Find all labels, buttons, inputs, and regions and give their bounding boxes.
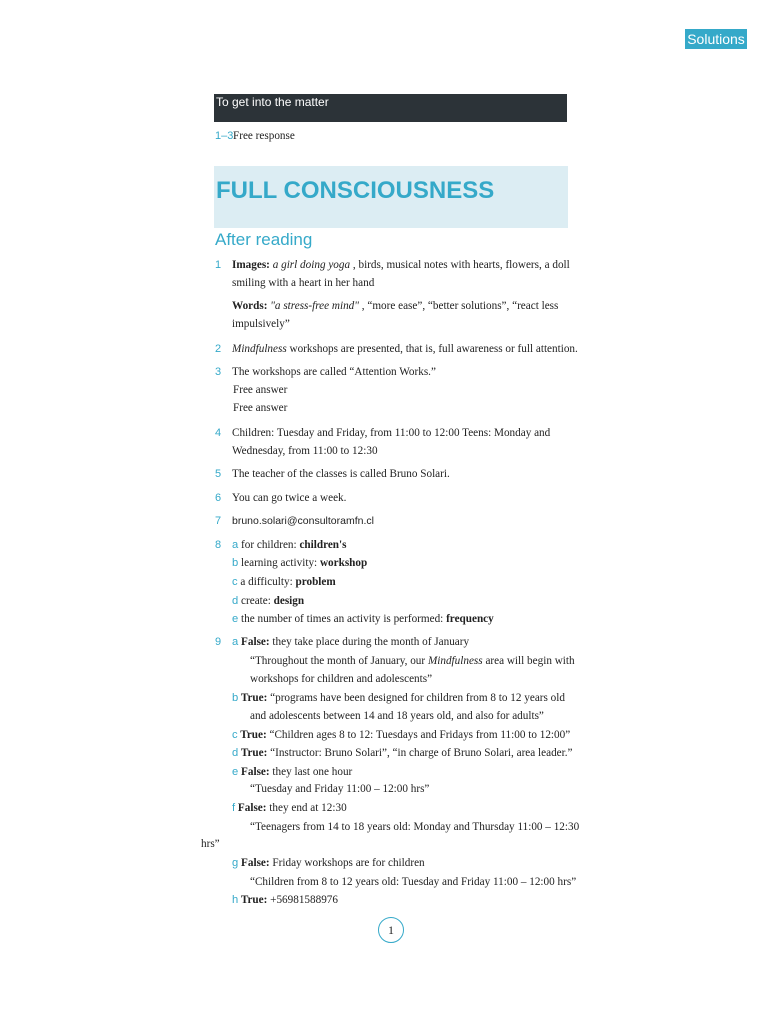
page-title: FULL CONSCIOUSNESS	[216, 177, 495, 204]
q4-line1: Children: Tuesday and Friday, from 11:00 to 12:00 Teens: Monday and	[232, 427, 551, 439]
q9-letter-f: f	[232, 802, 236, 814]
q3-number: 3	[215, 366, 222, 378]
q8-bold-e: frequency	[446, 613, 494, 625]
q9-bold-b: True:	[238, 692, 268, 704]
q9-text-e: they last one hour	[269, 766, 353, 778]
q9-a-quote1-post: area will begin with	[482, 655, 575, 667]
q8-letter-a: a	[232, 539, 239, 551]
q8-text-a: for children:	[238, 539, 300, 551]
q1-words-rest: , “more ease”, “better solutions”, “react less	[358, 300, 559, 312]
q9-letter-d: d	[232, 747, 239, 759]
q8-item-d	[232, 594, 304, 608]
q8-letter-b: b	[232, 557, 239, 569]
q5-number: 5	[215, 468, 222, 480]
q8-bold-b: workshop	[319, 557, 368, 569]
q1-images-line	[232, 258, 570, 272]
q9-g-quote: “Children from 8 to 12 years old: Tuesday and Friday 11:00 – 12:00 hrs”	[250, 876, 577, 888]
q8-text-c: a difficulty:	[237, 576, 296, 588]
q8-item-b	[232, 556, 367, 570]
q9-bold-c: True:	[237, 729, 267, 741]
q9-number: 9	[215, 636, 222, 648]
q9-e-quote: “Tuesday and Friday 11:00 – 12:00 hrs”	[250, 783, 430, 795]
q9-h	[232, 893, 338, 907]
q9-g	[232, 856, 425, 870]
q8-letter-d: d	[232, 595, 239, 607]
q9-a-quote1	[250, 654, 575, 668]
q3-line1: The workshops are called “Attention Works.”	[232, 366, 436, 378]
q9-b-quote2: and adolescents between 14 and 18 years old, and also for adults”	[250, 710, 544, 722]
section-bar: To get into the matter	[214, 94, 567, 122]
q9-text-h: +56981588976	[267, 894, 338, 906]
q9-f-quote: “Teenagers from 14 to 18 years old: Monday and Thursday 11:00 – 12:30	[250, 821, 580, 833]
q9-f-quote2: hrs”	[201, 838, 220, 850]
page-number: 1	[378, 917, 404, 943]
q6-number: 6	[215, 492, 222, 504]
q3-line3: Free answer	[233, 402, 288, 414]
q9-letter-e: e	[232, 766, 239, 778]
q9-text-g: Friday workshops are for children	[269, 857, 425, 869]
q1-images-italic: a girl doing yoga	[272, 259, 351, 271]
q3-line2: Free answer	[233, 384, 288, 396]
q9-c	[232, 728, 570, 742]
solutions-tag: Solutions	[685, 29, 747, 49]
q9-bold-a: False:	[238, 636, 270, 648]
q1-words-line	[232, 299, 558, 313]
q8-text-e: the number of times an activity is performed:	[238, 613, 447, 625]
q9-a-quote1-italic: Mindfulness	[427, 655, 483, 667]
q9-f	[232, 801, 347, 815]
q2-rest: workshops are presented, that is, full awareness or full attention.	[286, 343, 578, 355]
q8-bold-a: children's	[299, 539, 347, 551]
q8-letter-c: c	[232, 576, 238, 588]
q8-item-c	[232, 575, 336, 589]
q9-letter-b: b	[232, 692, 239, 704]
q8-text-d: create:	[238, 595, 274, 607]
q2-text	[232, 342, 578, 356]
q8-text-b: learning activity:	[238, 557, 320, 569]
q9-text-c: “Children ages 8 to 12: Tuesdays and Fridays from 11:00 to 12:00”	[266, 729, 571, 741]
q9-text-f: they end at 12:30	[266, 802, 347, 814]
q8-item-e	[232, 612, 494, 626]
q1-images-line2: smiling with a heart in her hand	[232, 277, 375, 289]
q9-text-b: “programs have been designed for children from 8 to 12 years old	[267, 692, 565, 704]
q1-words-label: Words:	[232, 300, 268, 312]
q9-bold-h: True:	[238, 894, 268, 906]
q9-b	[232, 691, 565, 705]
q9-e	[232, 765, 352, 779]
q9-a-quote2: workshops for children and adolescents”	[250, 673, 433, 685]
q9-letter-h: h	[232, 894, 239, 906]
q5-text: The teacher of the classes is called Bruno Solari.	[232, 468, 450, 480]
q9-d	[232, 746, 573, 760]
q7-email: bruno.solari@consultoramfn.cl	[232, 515, 374, 527]
q6-text: You can go twice a week.	[232, 492, 347, 504]
intro-number: 1–3	[215, 130, 234, 142]
q1-words-italic: "a stress-free mind"	[267, 300, 359, 312]
q9-a	[232, 635, 469, 649]
q2-italic: Mindfulness	[232, 343, 287, 355]
q9-bold-e: False:	[238, 766, 270, 778]
q8-item-a	[232, 538, 346, 552]
q4-number: 4	[215, 427, 222, 439]
q9-bold-d: True:	[238, 747, 268, 759]
q1-words-line2: impulsively”	[232, 318, 290, 330]
q8-bold-d: design	[273, 595, 305, 607]
q4-line2: Wednesday, from 11:00 to 12:30	[232, 445, 378, 457]
q8-number: 8	[215, 539, 222, 551]
intro-text: Free response	[233, 130, 295, 142]
q8-letter-e: e	[232, 613, 239, 625]
q1-images-rest: , birds, musical notes with hearts, flowers, a doll	[350, 259, 570, 271]
section-heading: After reading	[215, 230, 313, 249]
q9-letter-a: a	[232, 636, 239, 648]
q7-number: 7	[215, 515, 222, 527]
q9-letter-c: c	[232, 729, 238, 741]
q9-text-a: they take place during the month of January	[269, 636, 470, 648]
q8-bold-c: problem	[295, 576, 336, 588]
q9-text-d: “Instructor: Bruno Solari”, “in charge of Bruno Solari, area leader.”	[267, 747, 573, 759]
q9-a-quote1-pre: “Throughout the month of January, our	[250, 655, 428, 667]
q9-bold-g: False:	[238, 857, 270, 869]
q9-letter-g: g	[232, 857, 239, 869]
q9-bold-f: False:	[235, 802, 267, 814]
q1-number: 1	[215, 259, 222, 271]
q1-images-label: Images:	[232, 259, 270, 271]
q2-number: 2	[215, 343, 222, 355]
